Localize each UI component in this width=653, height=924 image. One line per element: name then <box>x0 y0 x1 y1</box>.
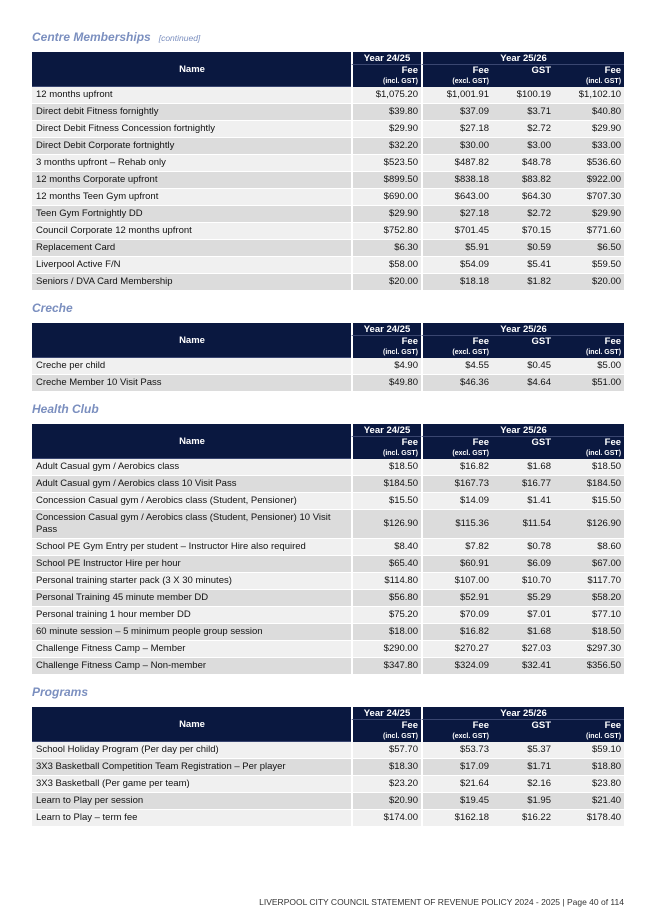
header-year-current: Year 24/25 <box>351 424 421 437</box>
row-fee-2425: $32.20 <box>351 138 421 155</box>
table-row <box>32 573 624 590</box>
row-gst-2526: $0.45 <box>492 358 554 375</box>
row-fee-2425: $39.80 <box>351 104 421 121</box>
row-name: 3 months upfront – Rehab only <box>32 155 351 172</box>
row-gst-2526: $7.01 <box>492 607 554 624</box>
table-row <box>32 759 624 776</box>
row-fee-2425: $49.80 <box>351 375 421 392</box>
row-fee-incl-2526: $178.40 <box>554 810 624 827</box>
row-fee-2425: $58.00 <box>351 257 421 274</box>
row-gst-2526: $3.71 <box>492 104 554 121</box>
row-fee-excl-2526: $17.09 <box>421 759 492 776</box>
row-fee-excl-2526: $46.36 <box>421 375 492 392</box>
row-fee-2425: $752.80 <box>351 223 421 240</box>
row-name: Direct Debit Corporate fortnightly <box>32 138 351 155</box>
row-gst-2526: $5.41 <box>492 257 554 274</box>
row-fee-2425: $65.40 <box>351 556 421 573</box>
header-name: Name <box>32 424 351 459</box>
row-gst-2526: $100.19 <box>492 87 554 104</box>
row-fee-excl-2526: $838.18 <box>421 172 492 189</box>
table-row <box>32 206 624 223</box>
header-incl-gst: (incl. GST) <box>351 76 421 87</box>
header-incl-gst: (incl. GST) <box>554 448 624 459</box>
table-row <box>32 104 624 121</box>
row-fee-excl-2526: $5.91 <box>421 240 492 257</box>
row-name: 3X3 Basketball (Per game per team) <box>32 776 351 793</box>
table-row <box>32 493 624 510</box>
section-programs <box>32 685 624 827</box>
row-fee-2425: $18.50 <box>351 459 421 476</box>
row-fee-excl-2526: $70.09 <box>421 607 492 624</box>
row-fee-excl-2526: $27.18 <box>421 206 492 223</box>
row-fee-excl-2526: $1,001.91 <box>421 87 492 104</box>
row-name: Creche per child <box>32 358 351 375</box>
table-row <box>32 658 624 675</box>
row-gst-2526: $6.09 <box>492 556 554 573</box>
row-fee-2425: $8.40 <box>351 539 421 556</box>
row-name: Seniors / DVA Card Membership <box>32 274 351 291</box>
row-fee-2425: $1,075.20 <box>351 87 421 104</box>
header-blank <box>492 76 554 87</box>
row-fee-incl-2526: $20.00 <box>554 274 624 291</box>
row-fee-incl-2526: $67.00 <box>554 556 624 573</box>
table-row <box>32 172 624 189</box>
section-continued-note: [continued] <box>158 33 201 43</box>
row-fee-incl-2526: $6.50 <box>554 240 624 257</box>
row-gst-2526: $1.95 <box>492 793 554 810</box>
section-title <box>32 685 624 699</box>
header-fee: Fee <box>421 336 492 347</box>
row-gst-2526: $3.00 <box>492 138 554 155</box>
row-name: Concession Casual gym / Aerobics class (Student, Pensioner) 10 Visit Pass <box>32 510 351 539</box>
row-name: School PE Gym Entry per student – Instructor Hire also required <box>32 539 351 556</box>
row-gst-2526: $1.71 <box>492 759 554 776</box>
row-gst-2526: $11.54 <box>492 510 554 539</box>
row-name: School Holiday Program (Per day per child) <box>32 742 351 759</box>
row-name: School PE Instructor Hire per hour <box>32 556 351 573</box>
table-row <box>32 358 624 375</box>
header-gst: GST <box>492 336 554 347</box>
header-fee: Fee <box>554 336 624 347</box>
header-incl-gst: (incl. GST) <box>554 731 624 742</box>
row-fee-excl-2526: $487.82 <box>421 155 492 172</box>
row-fee-excl-2526: $16.82 <box>421 459 492 476</box>
row-gst-2526: $1.68 <box>492 459 554 476</box>
header-gst: GST <box>492 437 554 448</box>
row-fee-excl-2526: $270.27 <box>421 641 492 658</box>
header-blank <box>492 731 554 742</box>
row-fee-incl-2526: $40.80 <box>554 104 624 121</box>
row-name: 12 months upfront <box>32 87 351 104</box>
row-fee-incl-2526: $29.90 <box>554 121 624 138</box>
page-footer: LIVERPOOL CITY COUNCIL STATEMENT OF REVENUE POLICY 2024 - 2025 | Page 40 of 114 <box>259 897 624 907</box>
row-fee-excl-2526: $27.18 <box>421 121 492 138</box>
section-title <box>32 30 624 44</box>
table-row <box>32 121 624 138</box>
row-fee-2425: $523.50 <box>351 155 421 172</box>
header-name: Name <box>32 707 351 742</box>
section-creche <box>32 301 624 392</box>
row-fee-2425: $347.80 <box>351 658 421 675</box>
header-excl-gst: (excl. GST) <box>421 448 492 459</box>
row-fee-excl-2526: $701.45 <box>421 223 492 240</box>
header-fee: Fee <box>351 65 421 76</box>
row-gst-2526: $1.82 <box>492 274 554 291</box>
row-fee-excl-2526: $167.73 <box>421 476 492 493</box>
row-name: Learn to Play per session <box>32 793 351 810</box>
table-row <box>32 375 624 392</box>
table-row <box>32 624 624 641</box>
header-year-current: Year 24/25 <box>351 52 421 65</box>
row-gst-2526: $0.78 <box>492 539 554 556</box>
table-row <box>32 607 624 624</box>
row-fee-incl-2526: $8.60 <box>554 539 624 556</box>
header-excl-gst: (excl. GST) <box>421 76 492 87</box>
table-row <box>32 793 624 810</box>
header-name: Name <box>32 52 351 87</box>
row-name: Teen Gym Fortnightly DD <box>32 206 351 223</box>
header-year-next: Year 25/26 <box>421 52 624 65</box>
header-fee: Fee <box>351 336 421 347</box>
section-title-text: Creche <box>32 301 73 315</box>
table-row <box>32 590 624 607</box>
row-gst-2526: $48.78 <box>492 155 554 172</box>
header-year-current: Year 24/25 <box>351 323 421 336</box>
table-row <box>32 742 624 759</box>
row-fee-incl-2526: $297.30 <box>554 641 624 658</box>
row-fee-2425: $29.90 <box>351 206 421 223</box>
row-fee-incl-2526: $18.80 <box>554 759 624 776</box>
header-incl-gst: (incl. GST) <box>351 347 421 358</box>
row-fee-excl-2526: $37.09 <box>421 104 492 121</box>
row-fee-incl-2526: $1,102.10 <box>554 87 624 104</box>
row-name: 3X3 Basketball Competition Team Registration – Per player <box>32 759 351 776</box>
section-health-club <box>32 402 624 675</box>
table-row <box>32 274 624 291</box>
document-page <box>32 30 624 837</box>
table-row <box>32 138 624 155</box>
table-row <box>32 189 624 206</box>
row-gst-2526: $1.68 <box>492 624 554 641</box>
table-row <box>32 641 624 658</box>
fee-table <box>32 323 624 392</box>
row-fee-incl-2526: $117.70 <box>554 573 624 590</box>
table-row <box>32 257 624 274</box>
row-gst-2526: $2.72 <box>492 121 554 138</box>
row-fee-incl-2526: $33.00 <box>554 138 624 155</box>
row-fee-excl-2526: $18.18 <box>421 274 492 291</box>
header-fee: Fee <box>421 437 492 448</box>
row-fee-2425: $15.50 <box>351 493 421 510</box>
row-fee-2425: $6.30 <box>351 240 421 257</box>
row-name: 12 months Corporate upfront <box>32 172 351 189</box>
row-fee-2425: $23.20 <box>351 776 421 793</box>
row-fee-2425: $114.80 <box>351 573 421 590</box>
row-name: Direct Debit Fitness Concession fortnightly <box>32 121 351 138</box>
row-fee-incl-2526: $29.90 <box>554 206 624 223</box>
row-gst-2526: $70.15 <box>492 223 554 240</box>
row-name: Personal training 1 hour member DD <box>32 607 351 624</box>
row-fee-excl-2526: $60.91 <box>421 556 492 573</box>
table-row <box>32 240 624 257</box>
row-fee-2425: $690.00 <box>351 189 421 206</box>
row-name: 12 months Teen Gym upfront <box>32 189 351 206</box>
row-fee-incl-2526: $922.00 <box>554 172 624 189</box>
section-title-text: Programs <box>32 685 89 699</box>
section-title <box>32 402 624 416</box>
row-name: Council Corporate 12 months upfront <box>32 223 351 240</box>
header-gst: GST <box>492 65 554 76</box>
row-fee-excl-2526: $324.09 <box>421 658 492 675</box>
row-fee-incl-2526: $184.50 <box>554 476 624 493</box>
row-fee-excl-2526: $162.18 <box>421 810 492 827</box>
row-fee-excl-2526: $21.64 <box>421 776 492 793</box>
row-fee-incl-2526: $51.00 <box>554 375 624 392</box>
row-name: Direct debit Fitness fornightly <box>32 104 351 121</box>
row-fee-incl-2526: $536.60 <box>554 155 624 172</box>
row-name: Challenge Fitness Camp – Non-member <box>32 658 351 675</box>
table-row <box>32 510 624 539</box>
header-fee: Fee <box>554 65 624 76</box>
row-fee-excl-2526: $14.09 <box>421 493 492 510</box>
row-fee-2425: $29.90 <box>351 121 421 138</box>
row-name: Learn to Play – term fee <box>32 810 351 827</box>
header-blank <box>492 347 554 358</box>
row-fee-2425: $18.30 <box>351 759 421 776</box>
row-fee-incl-2526: $18.50 <box>554 624 624 641</box>
row-fee-incl-2526: $59.50 <box>554 257 624 274</box>
table-row <box>32 539 624 556</box>
row-fee-excl-2526: $16.82 <box>421 624 492 641</box>
row-fee-incl-2526: $707.30 <box>554 189 624 206</box>
row-fee-incl-2526: $5.00 <box>554 358 624 375</box>
row-fee-2425: $18.00 <box>351 624 421 641</box>
row-name: 60 minute session – 5 minimum people group session <box>32 624 351 641</box>
row-gst-2526: $1.41 <box>492 493 554 510</box>
row-fee-2425: $56.80 <box>351 590 421 607</box>
header-blank <box>492 448 554 459</box>
row-fee-2425: $20.00 <box>351 274 421 291</box>
row-gst-2526: $16.22 <box>492 810 554 827</box>
row-fee-incl-2526: $771.60 <box>554 223 624 240</box>
header-incl-gst: (incl. GST) <box>351 448 421 459</box>
row-fee-excl-2526: $19.45 <box>421 793 492 810</box>
fee-table <box>32 52 624 291</box>
header-year-current: Year 24/25 <box>351 707 421 720</box>
header-name: Name <box>32 323 351 358</box>
header-fee: Fee <box>421 720 492 731</box>
row-fee-2425: $20.90 <box>351 793 421 810</box>
row-fee-2425: $57.70 <box>351 742 421 759</box>
row-fee-excl-2526: $7.82 <box>421 539 492 556</box>
row-name: Liverpool Active F/N <box>32 257 351 274</box>
section-centre-memberships <box>32 30 624 291</box>
table-row <box>32 87 624 104</box>
row-fee-2425: $184.50 <box>351 476 421 493</box>
header-excl-gst: (excl. GST) <box>421 731 492 742</box>
table-row <box>32 155 624 172</box>
row-name: Replacement Card <box>32 240 351 257</box>
row-fee-excl-2526: $107.00 <box>421 573 492 590</box>
row-fee-excl-2526: $115.36 <box>421 510 492 539</box>
row-fee-incl-2526: $15.50 <box>554 493 624 510</box>
row-name: Personal Training 45 minute member DD <box>32 590 351 607</box>
row-name: Personal training starter pack (3 X 30 minutes) <box>32 573 351 590</box>
header-excl-gst: (excl. GST) <box>421 347 492 358</box>
row-name: Adult Casual gym / Aerobics class 10 Visit Pass <box>32 476 351 493</box>
row-gst-2526: $64.30 <box>492 189 554 206</box>
table-row <box>32 459 624 476</box>
header-incl-gst: (incl. GST) <box>351 731 421 742</box>
table-row <box>32 556 624 573</box>
row-name: Creche Member 10 Visit Pass <box>32 375 351 392</box>
row-fee-2425: $174.00 <box>351 810 421 827</box>
row-gst-2526: $4.64 <box>492 375 554 392</box>
row-fee-incl-2526: $77.10 <box>554 607 624 624</box>
row-fee-2425: $126.90 <box>351 510 421 539</box>
table-row <box>32 810 624 827</box>
row-fee-incl-2526: $18.50 <box>554 459 624 476</box>
row-gst-2526: $2.72 <box>492 206 554 223</box>
row-gst-2526: $32.41 <box>492 658 554 675</box>
row-fee-incl-2526: $21.40 <box>554 793 624 810</box>
row-gst-2526: $2.16 <box>492 776 554 793</box>
row-fee-2425: $4.90 <box>351 358 421 375</box>
row-fee-incl-2526: $58.20 <box>554 590 624 607</box>
section-title <box>32 301 624 315</box>
row-gst-2526: $16.77 <box>492 476 554 493</box>
header-year-next: Year 25/26 <box>421 424 624 437</box>
row-fee-excl-2526: $30.00 <box>421 138 492 155</box>
row-fee-excl-2526: $54.09 <box>421 257 492 274</box>
header-fee: Fee <box>554 720 624 731</box>
row-fee-excl-2526: $643.00 <box>421 189 492 206</box>
header-year-next: Year 25/26 <box>421 707 624 720</box>
row-name: Adult Casual gym / Aerobics class <box>32 459 351 476</box>
row-name: Challenge Fitness Camp – Member <box>32 641 351 658</box>
row-fee-incl-2526: $23.80 <box>554 776 624 793</box>
row-fee-2425: $290.00 <box>351 641 421 658</box>
header-fee: Fee <box>351 437 421 448</box>
row-fee-excl-2526: $52.91 <box>421 590 492 607</box>
row-gst-2526: $5.29 <box>492 590 554 607</box>
header-gst: GST <box>492 720 554 731</box>
header-incl-gst: (incl. GST) <box>554 76 624 87</box>
table-row <box>32 776 624 793</box>
row-gst-2526: $27.03 <box>492 641 554 658</box>
row-gst-2526: $5.37 <box>492 742 554 759</box>
header-fee: Fee <box>351 720 421 731</box>
header-year-next: Year 25/26 <box>421 323 624 336</box>
row-fee-excl-2526: $4.55 <box>421 358 492 375</box>
header-fee: Fee <box>421 65 492 76</box>
fee-table <box>32 424 624 675</box>
row-gst-2526: $10.70 <box>492 573 554 590</box>
row-fee-2425: $75.20 <box>351 607 421 624</box>
row-name: Concession Casual gym / Aerobics class (Student, Pensioner) <box>32 493 351 510</box>
section-title-text: Health Club <box>32 402 99 416</box>
row-fee-incl-2526: $356.50 <box>554 658 624 675</box>
row-fee-excl-2526: $53.73 <box>421 742 492 759</box>
header-fee: Fee <box>554 437 624 448</box>
row-fee-incl-2526: $59.10 <box>554 742 624 759</box>
table-row <box>32 476 624 493</box>
header-incl-gst: (incl. GST) <box>554 347 624 358</box>
fee-table <box>32 707 624 827</box>
row-gst-2526: $0.59 <box>492 240 554 257</box>
table-row <box>32 223 624 240</box>
row-gst-2526: $83.82 <box>492 172 554 189</box>
section-title-text: Centre Memberships <box>32 30 151 44</box>
row-fee-incl-2526: $126.90 <box>554 510 624 539</box>
row-fee-2425: $899.50 <box>351 172 421 189</box>
